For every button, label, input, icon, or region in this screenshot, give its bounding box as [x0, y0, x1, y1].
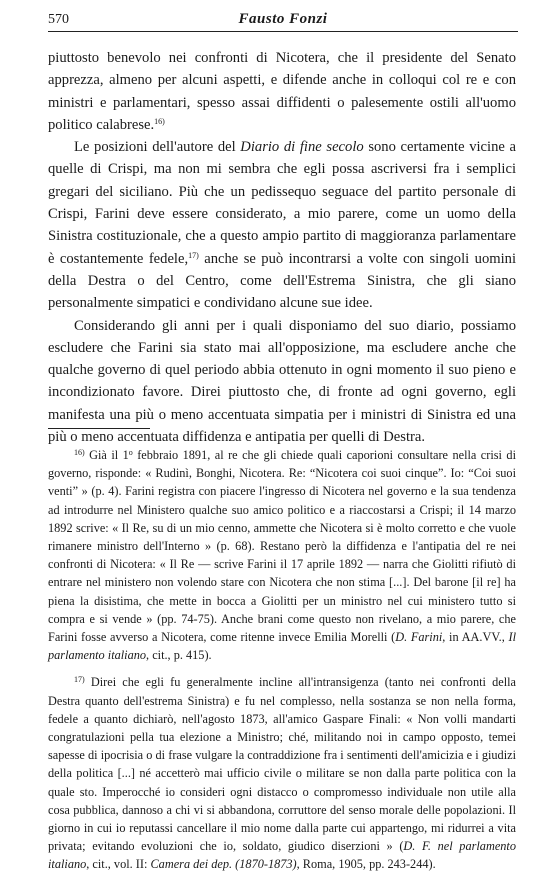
footnote-17 [48, 673, 516, 873]
footnotes [48, 446, 516, 874]
paragraph-1-text: piuttosto benevolo nei confronti di Nicotera, che il presidente del Senato apprezza, almeno per alcuni aspetti, e difende anche in colloqui col re e con ministri e parlamentari, spesso assai diffidenti o palesemente ostili all'uomo politico calabrese. [48, 50, 516, 133]
paragraph-2-text-c: anche se può incontrarsi a volte con singoli uomini della Destra o del Centro, come dell'Estrema Sinistra, che gli siano personalmente simpatici e condividano alcune sue idee. [48, 250, 516, 312]
main-text [48, 47, 516, 448]
footnote-16 [48, 446, 516, 664]
footnote-17-text-b: , cit., vol. II: [86, 857, 151, 872]
footnote-16-number: 16) [74, 448, 85, 457]
footnote-16-text-a: Già il 1 [84, 448, 129, 462]
page-header [48, 8, 518, 30]
footnote-17-italic-volume: Camera dei dep. (1870-1873) [150, 857, 297, 872]
note-ref-17: 17) [188, 250, 199, 260]
footnote-16-italic-title: Il parlamento italiano [48, 630, 516, 663]
footnote-16-text-d: , cit., p. 415). [146, 648, 212, 663]
paragraph-2-text-b: sono certamente vicine a quelle di Crispi, ma non mi sembra che egli possa ascriversi fra i semplici gregari del siciliano. Più che un pedissequo seguace del partito personale di Crispi, Farini deve essere considerato, a mio parere, come un uomo della Sinistra costituzionale, che a questo ampio partito di maggioranza parlamentare è costantemente fedele, [48, 139, 516, 267]
running-head: Fausto Fonzi [238, 11, 328, 27]
paragraph-2-text-a: Le posizioni dell'autore del [74, 139, 241, 156]
footnote-16-italic-author: D. Farini [395, 630, 443, 645]
header-rule [48, 31, 518, 32]
note-ref-16: 16) [154, 116, 165, 126]
footnote-16-text-c: , in AA.VV., [442, 630, 509, 645]
footnote-17-text-a: Direi che egli fu generalmente incline all'intransigenza (tanto nei confronti della Destra quanto dell'estrema Sinistra) e fu nel complesso, nella sostanza se non nella forma, fedele a quanto dichiarò, nell'agosto 1873, all'amico Gaspare Finali: « Non volli mandarti congratulazioni pella tua elezione a Ministro; ché, militando noi in campo opposto, temei sapesse di ipocrisia o di frase vulgare la contraddizione fra i sentimenti dell'amicizia e i giudizi della politica [...] né accetterò mai ufficio civile o militare se non dalla parte politica con la quale sto. Imperocché io consideri ogni distacco o compromesso individuale non utile alla cosa pubblica, dannoso a chi vi si abbandona, corruttore del senso morale delle popolazioni. Il giorno in cui io reputassi cancellare il mio nome dalla parte cui appartengo, mi ridurrei a vita privata; evitando evoluzioni che io, soldato, giudico diserzioni » ( [48, 675, 516, 854]
page-number: 570 [48, 12, 69, 27]
paragraph-2 [48, 136, 516, 314]
footnote-17-italic-title: D. F. nel parlamento italiano [48, 839, 516, 872]
footnote-16-text-b: febbraio 1891, al re che gli chiede quali caporioni consultare nella crisi di governo, risponde: « Rudinì, Bonghi, Nicotera. Re: “Nicotera coi suoi cinque”. Io: “Coi suoi venti” » (p. 4). Farini registra con piacere l'ingresso di Nicotera nel governo e la sua tendenza ad introdurre nel Ministero qualche suo amico politico e a riaccostarsi a Crispi; il 14 marzo 1892 scrive: « Il Re, su di un mio cenno, ammette che Nicotera si è molto corretto e che vuole rimanere ministro dell'Interno » (p. 68). Restano però la diffidenza e l'antipatia del re nei confronti di Nicotera: « Il Re — scrive Farini il 17 aprile 1892 — narra che Giolitti rifiutò di entrare nel ministero non volendo stare con Nicotera che non stima [...]. Del barone [il re] ha piena la disistima, che mette in bocca a Giolitti per un ministro nel cui ministero tutto si compra e si vende » (pp. 74-75). Anche brani come questo non rivelano, a mio parere, che Farini fosse avverso a Nicotera, come ritenne invece Emilia Morelli ( [48, 448, 516, 645]
footnote-17-number: 17) [74, 675, 85, 685]
paragraph-3-text: Considerando gli anni per i quali disponiamo del suo diario, possiamo escludere che Farini sia stato mai all'opposizione, ma escludere anche che qualche governo di quel periodo abbia ottenuto in ogni momento il suo pieno e incondizionato favore. Direi piuttosto che, di fronte ad ogni governo, egli manifesta una più o meno accentuata simpatia per i ministri di Sinistra ed una più o meno accentuata diffidenza e antipatia per quelli di Destra. [48, 317, 516, 446]
paragraph-1 [48, 47, 516, 136]
footnote-rule [48, 428, 150, 429]
footnote-17-text-c: , Roma, 1905, pp. 243-244). [296, 857, 436, 872]
book-title: Diario di fine secolo [240, 139, 364, 156]
footnote-16-ordinal: o [128, 448, 133, 457]
